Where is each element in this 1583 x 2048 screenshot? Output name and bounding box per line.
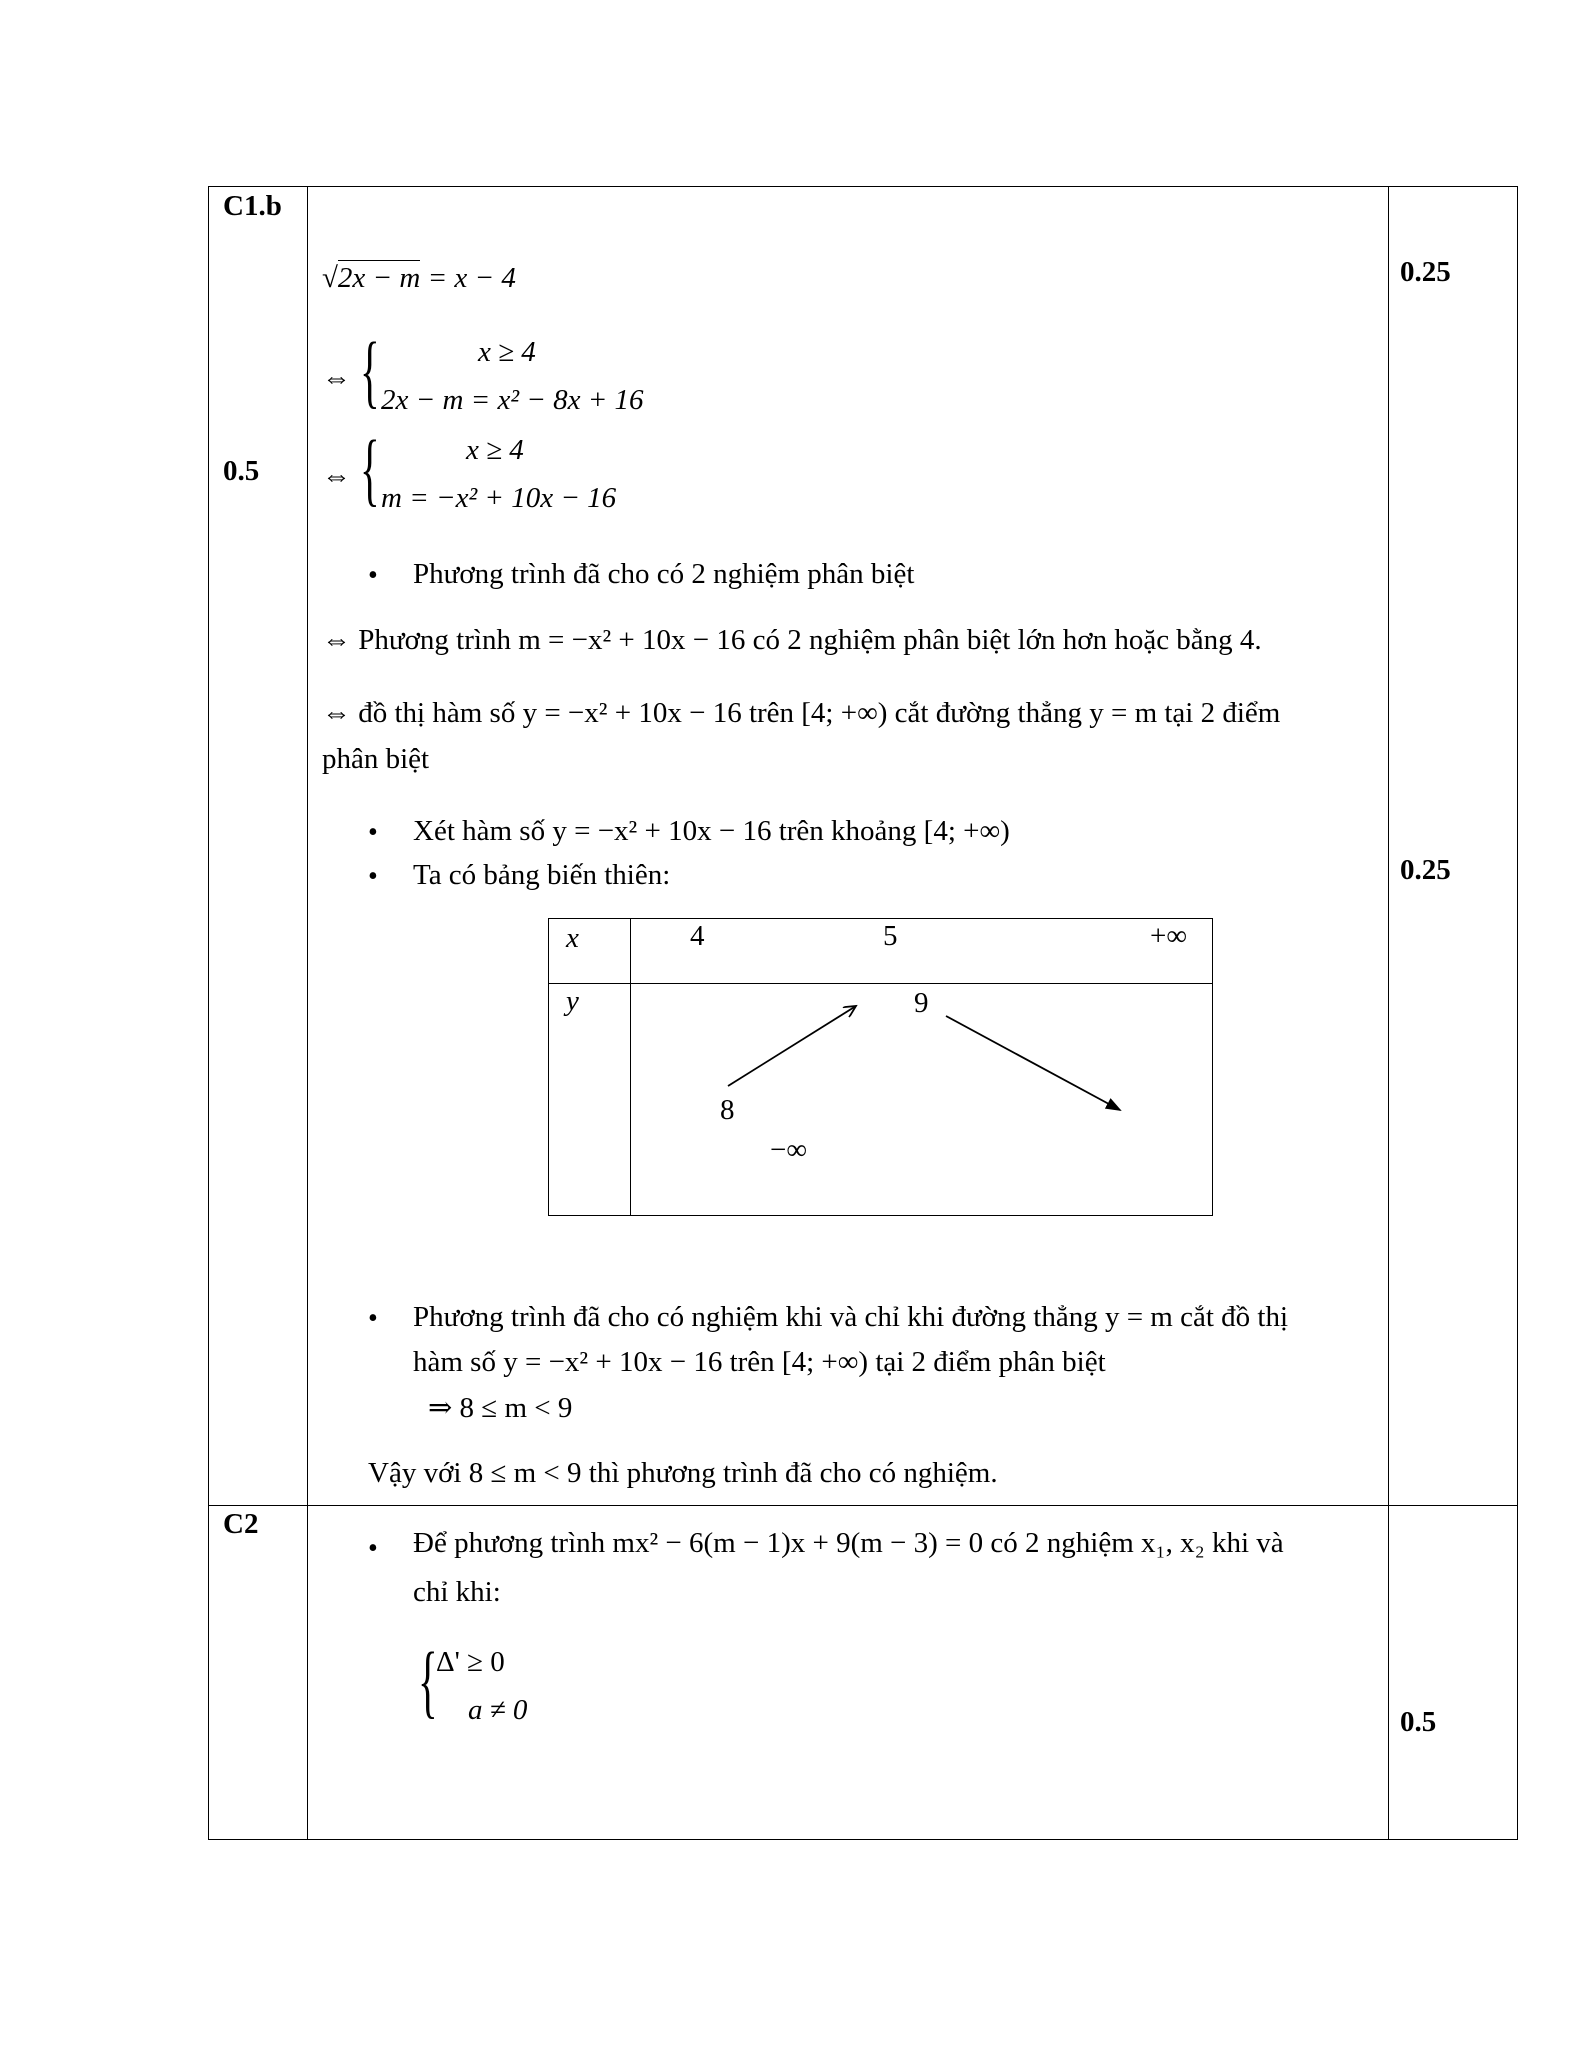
conclusion: Vậy với 8 ≤ m < 9 thì phương trình đã cho có nghiệm. xyxy=(368,1457,998,1489)
bullet-icon: • xyxy=(368,560,378,591)
c2-system-line2: a ≠ 0 xyxy=(468,1694,528,1726)
system1-line1: x ≥ 4 xyxy=(478,336,536,368)
table-y-end: −∞ xyxy=(770,1134,808,1166)
equiv-icon: ⇔ xyxy=(322,460,351,492)
brace-icon: { xyxy=(418,1635,438,1726)
c2-statement-line1: Để phương trình mx² − 6(m − 1)x + 9(m − 3) = 0 có 2 nghiệm x₁, x₂ khi và xyxy=(413,1527,1284,1559)
score-top: 0.25 xyxy=(1400,256,1451,288)
table-y-max: 9 xyxy=(914,987,929,1019)
system1-line2: 2x − m = x² − 8x + 16 xyxy=(381,384,644,416)
table-x-label: x xyxy=(566,922,579,954)
system2-line2: m = −x² + 10x − 16 xyxy=(381,482,617,514)
sqrt-radicand: 2x − m xyxy=(337,262,421,294)
bullet-icon: • xyxy=(368,1303,378,1334)
table-x-value: 5 xyxy=(883,920,898,952)
bullet-icon: • xyxy=(368,817,378,848)
question-label-c1b: C1.b xyxy=(223,190,282,222)
statement-line-b2: phân biệt xyxy=(322,743,430,775)
decreasing-arrow-icon xyxy=(946,1016,1120,1110)
statement-bullet-3: Ta có bảng biến thiên: xyxy=(413,859,671,891)
statement-bullet-4-line3: ⇒ 8 ≤ m < 9 xyxy=(428,1392,573,1424)
statement-line-a: ⇔ Phương trình m = −x² + 10x − 16 có 2 nghiệm phân biệt lớn hơn hoặc bằng 4. xyxy=(322,624,1262,656)
side-score: 0.5 xyxy=(223,455,260,487)
statement-bullet-4-line1: Phương trình đã cho có nghiệm khi và chỉ khi đường thẳng y = m cắt đồ thị xyxy=(413,1301,1289,1333)
score-c2: 0.5 xyxy=(1400,1706,1437,1738)
score-mid: 0.25 xyxy=(1400,854,1451,886)
table-y-label: y xyxy=(566,985,579,1017)
table-x-value: +∞ xyxy=(1150,920,1188,952)
brace-icon: { xyxy=(360,423,380,514)
table-y-start: 8 xyxy=(720,1094,735,1126)
table-x-value: 4 xyxy=(690,920,705,952)
question-label-c2: C2 xyxy=(223,1508,259,1540)
system2-line1: x ≥ 4 xyxy=(466,434,524,466)
bullet-icon: • xyxy=(368,861,378,892)
statement-line-b: ⇔ đồ thị hàm số y = −x² + 10x − 16 trên [4; +∞) cắt đường thẳng y = m tại 2 điểm xyxy=(322,697,1281,729)
statement-bullet-1: Phương trình đã cho có 2 nghiệm phân biệt xyxy=(413,558,915,590)
increasing-arrow-icon xyxy=(728,1006,856,1086)
bullet-icon: • xyxy=(368,1533,378,1564)
statement-bullet-4-line2: hàm số y = −x² + 10x − 16 trên [4; +∞) tại 2 điểm phân biệt xyxy=(413,1346,1106,1378)
c2-statement-line2: chỉ khi: xyxy=(413,1576,501,1608)
c2-system-line1: Δ' ≥ 0 xyxy=(436,1646,505,1678)
sqrt-rhs: = x − 4 xyxy=(420,262,516,294)
brace-icon: { xyxy=(360,325,380,416)
statement-bullet-2: Xét hàm số y = −x² + 10x − 16 trên khoảng [4; +∞) xyxy=(413,815,1010,847)
equiv-icon: ⇔ xyxy=(322,362,351,394)
sqrt-sign-icon: √ xyxy=(322,262,338,294)
